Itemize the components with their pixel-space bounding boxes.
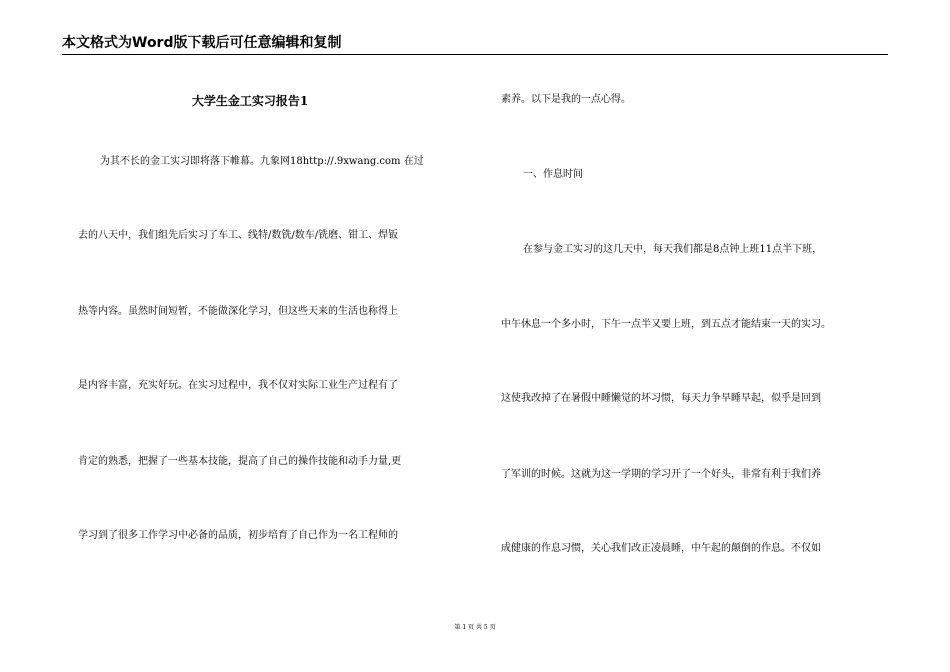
document-title: 大学生金工实习报告1 <box>191 94 309 108</box>
left-line-3: 热等内容。虽然时间短暂，不能做深化学习，但这些天来的生活也称得上 <box>78 306 398 317</box>
left-line-5: 肯定的熟悉，把握了一些基本技能，提高了自己的操作技能和动手力量,更 <box>78 456 402 467</box>
right-line-6: 了军训的时候。这就为这一学期的学习开了一个好头，非常有利于我们养 <box>501 469 821 480</box>
left-line-2: 去的八天中，我们组先后实习了车工、线特/数铣/数车/铣磨、钳工、焊钣 <box>78 230 399 241</box>
left-line-1: 为其不长的金工实习即将落下帷幕。九象网18http://.9xwang.com 在过 <box>100 156 424 167</box>
left-line-6: 学习到了很多工作学习中必备的品质，初步培育了自己作为一名工程师的 <box>78 530 398 541</box>
right-line-1: 素养。以下是我的一点心得。 <box>501 94 631 105</box>
page-footer: 第 1 页 共 5 页 <box>454 624 496 631</box>
right-line-3: 在参与金工实习的这几天中，每天我们都是8点钟上班11点半下班， <box>523 244 823 255</box>
left-line-4: 是内容丰富，充实好玩。在实习过程中，我不仅对实际工业生产过程有了 <box>78 380 398 391</box>
right-line-4: 中午休息一个多小时，下午一点半又要上班，到五点才能结束一天的实习。 <box>501 319 831 330</box>
right-line-5: 这使我改掉了在暑假中睡懒觉的坏习惯，每天力争早睡早起，似乎是回到 <box>501 393 821 404</box>
header-text: 本文格式为Word版下载后可任意编辑和复制 <box>62 35 342 51</box>
section-heading: 一、作息时间 <box>523 169 583 180</box>
right-line-7: 成健康的作息习惯，关心我们改正凌晨睡，中午起的颠倒的作息。不仅如 <box>501 543 821 554</box>
page-header <box>62 30 888 55</box>
